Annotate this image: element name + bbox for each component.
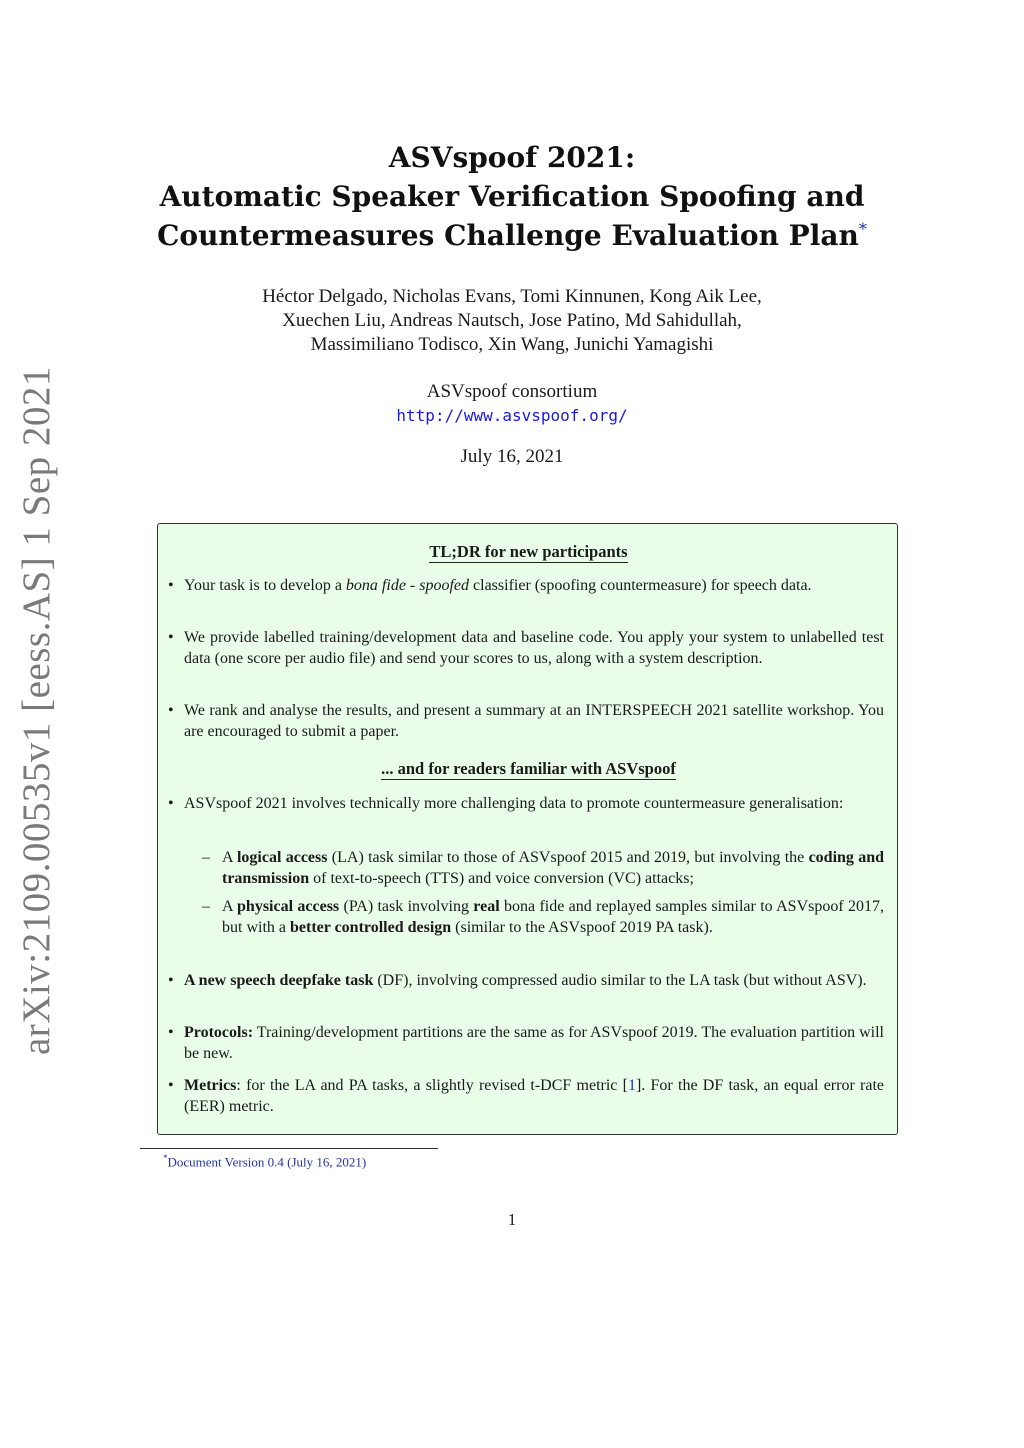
list-item: • Protocols: Training/development partitions are the same as for ASVspoof 2019. The evaluation partition will be new. <box>184 1023 884 1064</box>
arxiv-identifier-stamp: arXiv:2109.00535v1 [eess.AS] 1 Sep 2021 <box>15 366 58 1055</box>
title-line-3-text: Countermeasures Challenge Evaluation Plan <box>157 219 859 252</box>
footnote <box>163 1153 366 1170</box>
sub-list-item: – A physical access (PA) task involving real bona fide and replayed samples similar to ASVspoof 2017, but with a better controlled design (similar to the ASVspoof 2019 PA task). <box>222 897 884 938</box>
list-item: • ASVspoof 2021 involves technically more challenging data to promote countermeasure generalisation: <box>184 794 884 815</box>
tldr-summary-box <box>157 523 898 1135</box>
list-item: • Metrics: for the LA and PA tasks, a slightly revised t-DCF metric [1]. For the DF task, an equal error rate (EER) metric. <box>184 1076 884 1117</box>
title-line-1: ASVspoof 2021: <box>388 141 636 174</box>
paper-title <box>0 138 1024 255</box>
sub-list-item: – A logical access (LA) task similar to those of ASVspoof 2015 and 2019, but involving the coding and transmission of text-to-speech (TTS) and voice conversion (VC) attacks; <box>222 848 884 889</box>
publication-date: July 16, 2021 <box>460 446 564 467</box>
author-line-2: Xuechen Liu, Andreas Nautsch, Jose Patino, Md Sahidullah, <box>282 310 742 331</box>
tldr-heading-familiar-readers: ... and for readers familiar with ASVspoof <box>381 759 676 778</box>
affiliation-block <box>0 380 1024 428</box>
footnote-text: Document Version 0.4 (July 16, 2021) <box>167 1154 367 1170</box>
title-line-3 <box>0 216 1024 255</box>
title-line-2: Automatic Speaker Verification Spoofing and <box>159 180 865 213</box>
author-line-1: Héctor Delgado, Nicholas Evans, Tomi Kinnunen, Kong Aik Lee, <box>262 286 762 307</box>
footnote-mark: * <box>163 1153 168 1163</box>
affiliation: ASVspoof consortium <box>426 381 598 402</box>
list-item: • Your task is to develop a bona fide - spoofed classifier (spoofing countermeasure) for speech data. <box>184 576 884 597</box>
list-item: • We provide labelled training/development data and baseline code. You apply your system to unlabelled test data (one score per audio file) and send your scores to us, along with a system description. <box>184 628 884 669</box>
tldr-heading-new-participants: TL;DR for new participants <box>429 542 628 561</box>
list-item: • We rank and analyse the results, and present a summary at an INTERSPEECH 2021 satellite workshop. You are encouraged to submit a paper. <box>184 701 884 742</box>
citation-link[interactable]: 1 <box>627 1077 636 1094</box>
consortium-url-link[interactable]: http://www.asvspoof.org/ <box>396 406 628 425</box>
author-line-3: Massimiliano Todisco, Xin Wang, Junichi Yamagishi <box>310 334 714 355</box>
footnote-divider <box>140 1148 438 1149</box>
list-item: • A new speech deepfake task (DF), involving compressed audio similar to the LA task (but without ASV). <box>184 971 884 992</box>
page-number: 1 <box>507 1210 517 1229</box>
title-footnote-mark[interactable]: * <box>858 219 867 239</box>
author-list <box>0 285 1024 357</box>
